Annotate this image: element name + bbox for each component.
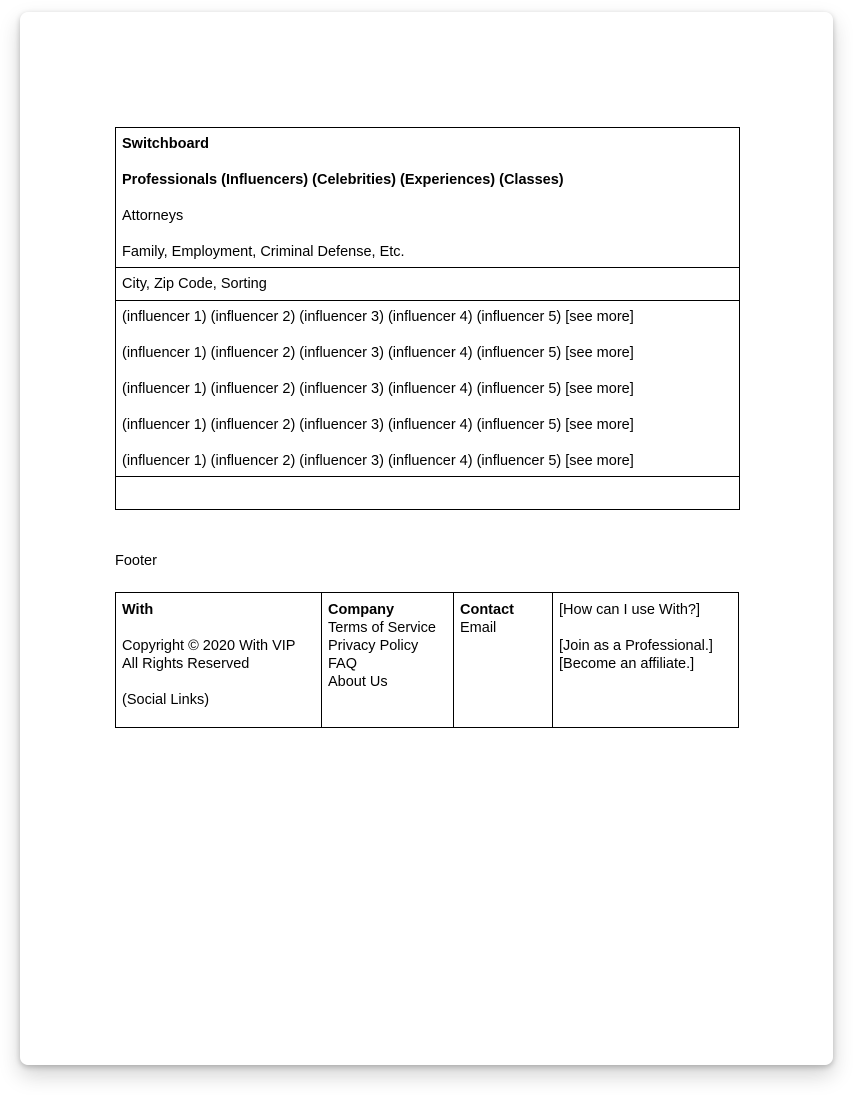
rights-text: All Rights Reserved <box>122 656 250 672</box>
email-link[interactable]: Email <box>460 620 497 636</box>
privacy-link[interactable]: Privacy Policy <box>328 638 419 654</box>
footer-table <box>115 592 739 728</box>
footer-company-cell <box>322 593 454 728</box>
section-heading: Attorneys <box>122 208 184 224</box>
filter-cell <box>116 268 740 301</box>
empty-cell <box>116 477 740 510</box>
influencer-row[interactable]: (influencer 1) (influencer 2) (influencer 3) (influencer 4) (influencer 5) [see more] <box>122 381 634 397</box>
terms-link[interactable]: Terms of Service <box>328 620 436 636</box>
copyright-text: Copyright © 2020 With VIP <box>122 638 296 654</box>
influencer-row[interactable]: (influencer 1) (influencer 2) (influencer 3) (influencer 4) (influencer 5) [see more] <box>122 453 634 469</box>
footer-brand-title: With <box>122 602 154 618</box>
affiliate-link[interactable]: [Become an affiliate.] <box>559 656 695 672</box>
influencer-row[interactable]: (influencer 1) (influencer 2) (influencer 3) (influencer 4) (influencer 5) [see more] <box>122 345 634 361</box>
influencer-row[interactable]: (influencer 1) (influencer 2) (influencer 3) (influencer 4) (influencer 5) [see more] <box>122 309 634 325</box>
switchboard-header-cell <box>116 128 740 268</box>
footer-contact-title: Contact <box>460 602 514 618</box>
footer-brand-cell <box>116 593 322 728</box>
faq-link[interactable]: FAQ <box>328 656 358 672</box>
footer-company-title: Company <box>328 602 395 618</box>
about-link[interactable]: About Us <box>328 674 388 690</box>
subcategory-list[interactable]: Family, Employment, Criminal Defense, Etc. <box>122 244 405 260</box>
influencer-row[interactable]: (influencer 1) (influencer 2) (influencer 3) (influencer 4) (influencer 5) [see more] <box>122 417 634 433</box>
footer-contact-cell <box>454 593 553 728</box>
category-nav[interactable]: Professionals (Influencers) (Celebrities) (Experiences) (Classes) <box>122 172 564 188</box>
footer-actions-cell <box>553 593 739 728</box>
switchboard-table <box>115 127 740 510</box>
join-professional-link[interactable]: [Join as a Professional.] <box>559 638 713 654</box>
footer-label: Footer <box>115 553 157 569</box>
influencer-rows-cell <box>116 301 740 477</box>
social-links[interactable]: (Social Links) <box>122 692 210 708</box>
filter-options[interactable]: City, Zip Code, Sorting <box>122 276 267 292</box>
switchboard-title: Switchboard <box>122 136 210 152</box>
how-to-use-link[interactable]: [How can I use With?] <box>559 602 701 618</box>
document-page <box>20 12 833 1065</box>
